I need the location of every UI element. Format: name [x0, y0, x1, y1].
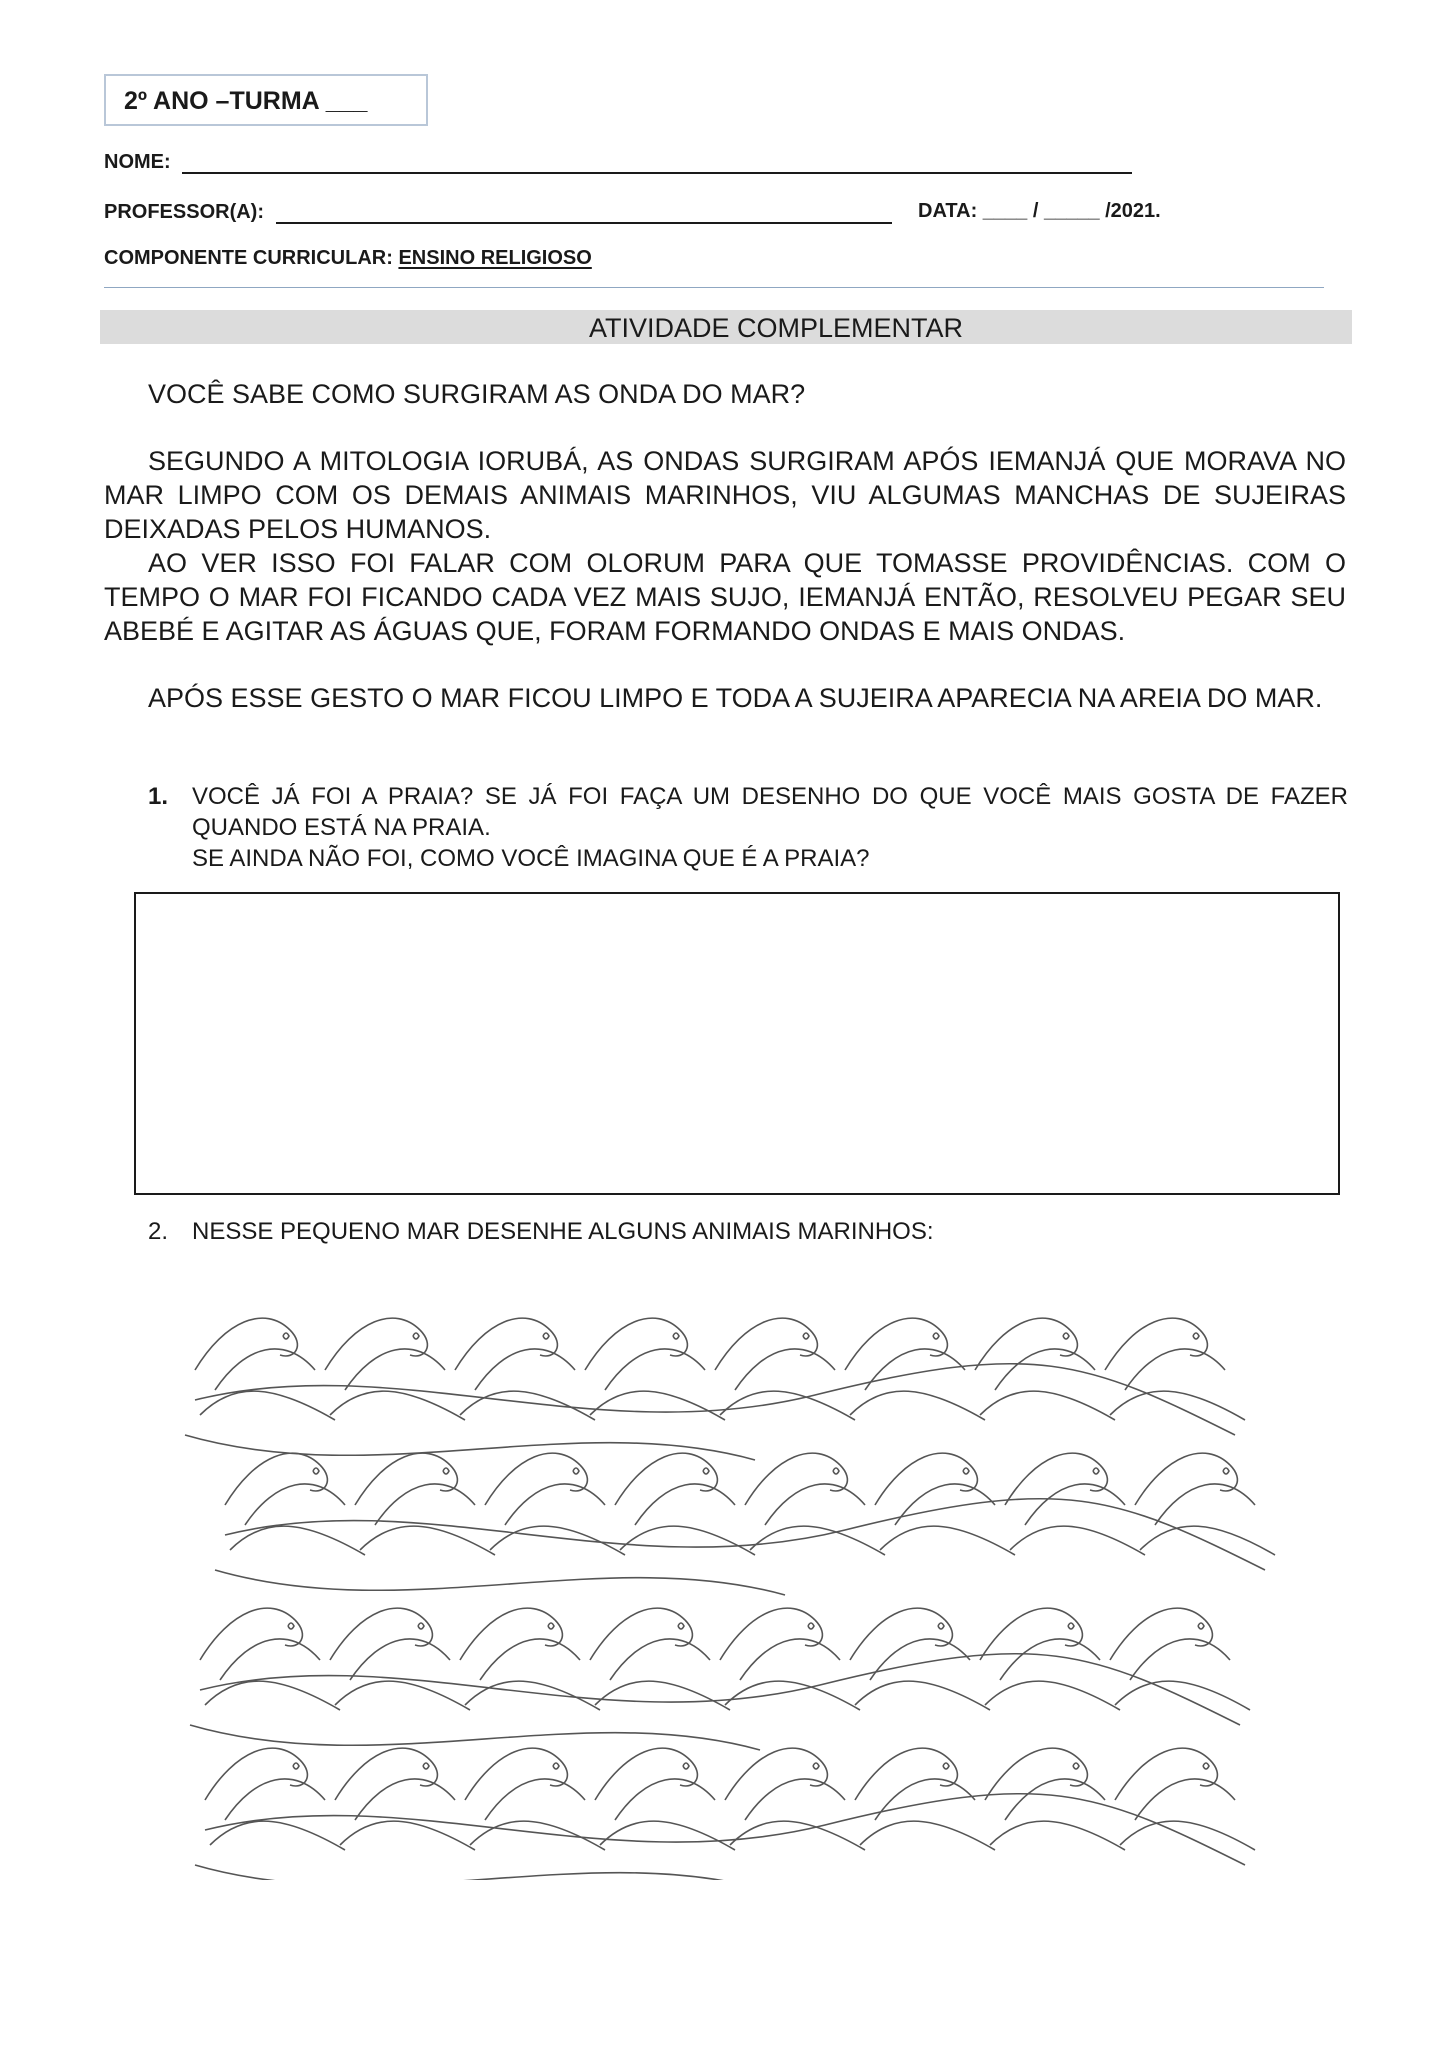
wave-line: [570, 1465, 587, 1491]
wave-line: [700, 1465, 717, 1491]
wave-line: [335, 1748, 430, 1800]
wave-line: [330, 1608, 425, 1660]
wave-line: [205, 1748, 300, 1800]
wave-line: [703, 1468, 709, 1474]
wave-line: [745, 1453, 840, 1505]
wave-line: [875, 1453, 970, 1505]
wave-line: [195, 1865, 765, 1880]
wave-line: [833, 1468, 839, 1474]
wave-line: [720, 1391, 855, 1420]
wave-line: [465, 1748, 560, 1800]
wave-line: [1140, 1526, 1275, 1555]
wave-line: [325, 1318, 420, 1370]
wave-line: [460, 1608, 555, 1660]
wave-line: [865, 1349, 965, 1390]
professor-line[interactable]: [276, 200, 892, 224]
wave-line: [635, 1484, 735, 1525]
wave-line: [875, 1779, 975, 1820]
wave-line: [355, 1453, 450, 1505]
wave-line: [418, 1623, 424, 1629]
question-1-number: 1.: [148, 783, 169, 810]
nome-field: [104, 150, 1132, 174]
wave-line: [553, 1763, 559, 1769]
wave-line: [1063, 1333, 1069, 1339]
componente-value: ENSINO RELIGIOSO: [398, 247, 592, 269]
wave-line: [845, 1318, 940, 1370]
wave-line: [673, 1333, 679, 1339]
wave-line: [850, 1608, 945, 1660]
wave-line: [505, 1484, 605, 1525]
turma-box: [104, 74, 428, 126]
wave-line: [215, 1570, 785, 1595]
wave-line: [350, 1639, 450, 1680]
wave-line: [470, 1821, 605, 1850]
wave-line: [360, 1526, 495, 1555]
question-1-text: [192, 781, 1348, 874]
drawing-box[interactable]: [134, 892, 1340, 1195]
wave-line: [1000, 1639, 1100, 1680]
wave-line: [610, 1639, 710, 1680]
wave-line: [285, 1620, 302, 1646]
wave-line: [1200, 1760, 1217, 1786]
wave-line: [980, 1391, 1115, 1420]
wave-line: [943, 1763, 949, 1769]
wave-line: [975, 1318, 1070, 1370]
wave-line: [980, 1608, 1075, 1660]
wave-line: [870, 1639, 970, 1680]
wave-line: [313, 1468, 319, 1474]
wave-line: [375, 1484, 475, 1525]
wave-line: [1135, 1779, 1235, 1820]
wave-line: [440, 1465, 457, 1491]
wave-line: [330, 1391, 465, 1420]
wave-line: [933, 1333, 939, 1339]
wave-line: [573, 1468, 579, 1474]
wave-line: [543, 1333, 549, 1339]
wave-line: [595, 1748, 690, 1800]
wave-line: [985, 1681, 1120, 1710]
sea-waves-illustration[interactable]: [0, 1270, 1448, 1880]
wave-line: [423, 1763, 429, 1769]
wave-line: [990, 1821, 1125, 1850]
wave-line: [725, 1748, 820, 1800]
wave-line: [995, 1349, 1095, 1390]
wave-line: [590, 1391, 725, 1420]
wave-line: [1195, 1620, 1212, 1646]
turma-label: 2º ANO –TURMA ___: [124, 87, 368, 115]
question-1-line: VOCÊ JÁ FOI A PRAIA? SE JÁ FOI FAÇA UM DESENHO DO QUE VOCÊ MAIS GOSTA DE FAZER QUANDO ESTÁ NA PRAIA.: [192, 783, 1348, 841]
wave-line: [830, 1465, 847, 1491]
wave-line: [245, 1484, 345, 1525]
wave-line: [490, 1526, 625, 1555]
wave-line: [985, 1748, 1080, 1800]
wave-line: [1105, 1318, 1200, 1370]
wave-line: [550, 1760, 567, 1786]
wave-line: [415, 1620, 432, 1646]
wave-line: [1065, 1620, 1082, 1646]
wave-line: [850, 1391, 985, 1420]
wave-line: [413, 1333, 419, 1339]
paragraph-myth-2: AO VER ISSO FOI FALAR COM OLORUM PARA QUE TOMASSE PROVIDÊNCIAS. COM O TEMPO O MAR FOI FICANDO CADA VEZ MAIS SUJO, IEMANJÁ ENTÃO, RESOLVEU PEGAR SEU ABEBÉ E AGITAR AS ÁGUAS QUE, FORAM FORMANDO ONDAS E MAIS ONDAS.: [104, 548, 1346, 646]
wave-line: [1220, 1465, 1237, 1491]
wave-line: [930, 1330, 947, 1356]
wave-line: [220, 1639, 320, 1680]
wave-line: [280, 1330, 297, 1356]
wave-line: [600, 1821, 735, 1850]
wave-line: [310, 1465, 327, 1491]
wave-line: [1070, 1760, 1087, 1786]
wave-line: [740, 1639, 840, 1680]
wave-line: [670, 1330, 687, 1356]
wave-line: [590, 1608, 685, 1660]
wave-line: [230, 1526, 365, 1555]
wave-line: [205, 1681, 340, 1710]
wave-line: [935, 1620, 952, 1646]
wave-line: [1155, 1484, 1255, 1525]
wave-line: [595, 1681, 730, 1710]
wave-line: [465, 1681, 600, 1710]
wave-line: [1203, 1763, 1209, 1769]
wave-line: [1090, 1465, 1107, 1491]
wave-line: [880, 1526, 1015, 1555]
wave-line: [960, 1465, 977, 1491]
wave-line: [1025, 1484, 1125, 1525]
wave-line: [288, 1623, 294, 1629]
professor-label: PROFESSOR(A):: [104, 201, 264, 223]
wave-line: [765, 1484, 865, 1525]
professor-field: [104, 200, 892, 224]
wave-line: [455, 1318, 550, 1370]
wave-line: [1120, 1821, 1255, 1850]
wave-line: [810, 1760, 827, 1786]
wave-line: [683, 1763, 689, 1769]
componente-label: COMPONENTE CURRICULAR:: [104, 247, 393, 269]
nome-line[interactable]: [182, 150, 1132, 174]
wave-line: [615, 1779, 715, 1820]
wave-line: [480, 1639, 580, 1680]
wave-line: [335, 1681, 470, 1710]
page-title: ATIVIDADE COMPLEMENTAR: [588, 313, 964, 343]
wave-line: [615, 1453, 710, 1505]
wave-line: [475, 1349, 575, 1390]
wave-line: [1005, 1453, 1100, 1505]
wave-line: [225, 1779, 325, 1820]
wave-line: [1110, 1608, 1205, 1660]
wave-line: [410, 1330, 427, 1356]
wave-line: [345, 1349, 445, 1390]
wave-line: [813, 1763, 819, 1769]
wave-line: [620, 1526, 755, 1555]
wave-line: [715, 1318, 810, 1370]
wave-line: [805, 1620, 822, 1646]
wave-line: [675, 1620, 692, 1646]
wave-line: [210, 1821, 345, 1850]
wave-line: [1068, 1623, 1074, 1629]
wave-line: [745, 1779, 845, 1820]
wave-line: [1010, 1526, 1145, 1555]
wave-line: [1223, 1468, 1229, 1474]
wave-line: [548, 1623, 554, 1629]
wave-line: [290, 1760, 307, 1786]
wave-line: [1125, 1349, 1225, 1390]
wave-line: [340, 1821, 475, 1850]
wave-line: [803, 1333, 809, 1339]
wave-line: [1198, 1623, 1204, 1629]
wave-line: [725, 1681, 860, 1710]
wave-line: [860, 1821, 995, 1850]
wave-line: [190, 1725, 760, 1750]
wave-line: [1005, 1779, 1105, 1820]
wave-line: [963, 1468, 969, 1474]
wave-line: [720, 1608, 815, 1660]
paragraph-myth-1: SEGUNDO A MITOLOGIA IORUBÁ, AS ONDAS SURGIRAM APÓS IEMANJÁ QUE MORAVA NO MAR LIMPO COM OS DEMAIS ANIMAIS MARINHOS, VIU ALGUMAS MANCHAS DE SUJEIRAS DEIXADAS PELOS HUMANOS.: [104, 446, 1346, 544]
wave-line: [460, 1391, 595, 1420]
wave-line: [1093, 1468, 1099, 1474]
wave-line: [355, 1779, 455, 1820]
wave-line: [545, 1620, 562, 1646]
wave-line: [215, 1349, 315, 1390]
wave-line: [540, 1330, 557, 1356]
wave-line: [938, 1623, 944, 1629]
wave-line: [1135, 1453, 1230, 1505]
wave-line: [585, 1318, 680, 1370]
wave-line: [940, 1760, 957, 1786]
wave-line: [855, 1748, 950, 1800]
wave-line: [485, 1779, 585, 1820]
wave-line: [195, 1318, 290, 1370]
wave-line: [1115, 1748, 1210, 1800]
wave-line: [200, 1391, 335, 1420]
wave-line: [283, 1333, 289, 1339]
wave-line: [1073, 1763, 1079, 1769]
wave-line: [420, 1760, 437, 1786]
nome-label: NOME:: [104, 151, 171, 173]
title-band: [100, 310, 1352, 344]
wave-line: [895, 1484, 995, 1525]
question-1-line2: SE AINDA NÃO FOI, COMO VOCÊ IMAGINA QUE É A PRAIA?: [192, 845, 870, 872]
wave-line: [1110, 1391, 1245, 1420]
componente-field: [104, 247, 592, 270]
wave-line: [735, 1349, 835, 1390]
wave-line: [678, 1623, 684, 1629]
wave-line: [1115, 1681, 1250, 1710]
wave-line: [443, 1468, 449, 1474]
data-field: DATA: ____ / _____ /2021.: [918, 200, 1161, 222]
wave-line: [750, 1526, 885, 1555]
wave-line: [293, 1763, 299, 1769]
wave-line: [1060, 1330, 1077, 1356]
wave-line: [200, 1608, 295, 1660]
wave-line: [680, 1760, 697, 1786]
wave-line: [605, 1349, 705, 1390]
wave-line: [800, 1330, 817, 1356]
wave-line: [855, 1681, 990, 1710]
question-2-number: 2.: [148, 1218, 169, 1245]
wave-line: [485, 1453, 580, 1505]
wave-line: [730, 1821, 865, 1850]
wave-line: [1190, 1330, 1207, 1356]
header-divider: [104, 287, 1324, 288]
paragraph-myth-3: APÓS ESSE GESTO O MAR FICOU LIMPO E TODA A SUJEIRA APARECIA NA AREIA DO MAR.: [148, 683, 1323, 713]
question-2-text: NESSE PEQUENO MAR DESENHE ALGUNS ANIMAIS MARINHOS:: [192, 1218, 934, 1245]
wave-line: [1193, 1333, 1199, 1339]
wave-line: [808, 1623, 814, 1629]
wave-line: [185, 1435, 755, 1460]
wave-line: [225, 1453, 320, 1505]
wave-line: [1130, 1639, 1230, 1680]
paragraph-question: VOCÊ SABE COMO SURGIRAM AS ONDA DO MAR?: [148, 379, 806, 409]
